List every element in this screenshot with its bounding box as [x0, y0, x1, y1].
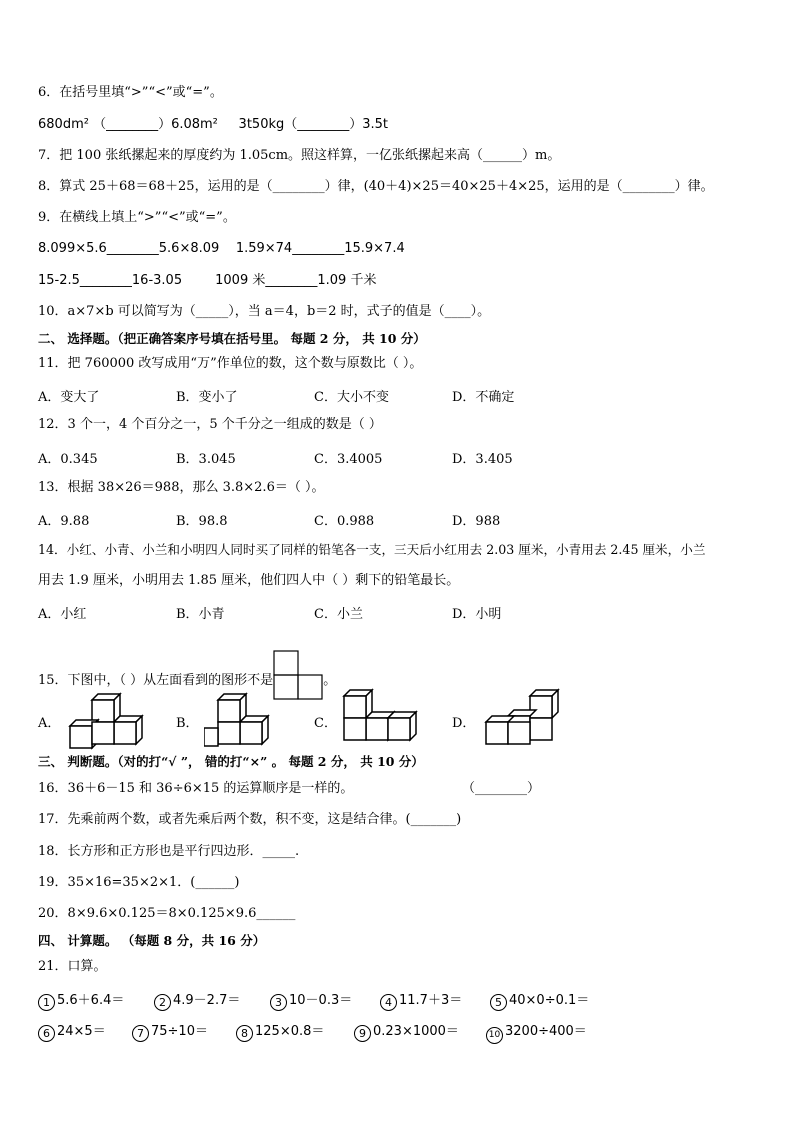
figure-b	[176, 688, 306, 750]
mental-math-item: 3 10－0.3＝	[270, 989, 352, 1011]
cube-stack-a-icon	[66, 688, 146, 750]
option-a: A．小红	[38, 607, 87, 622]
question-16-blank: （________）	[462, 781, 541, 796]
question-20: 20．8×9.6×0.125＝8×0.125×9.6______	[38, 906, 296, 921]
mental-math-row-2	[38, 1020, 774, 1038]
question-15-text: 15．下图中，（ ）从左面看到的图形不是	[38, 673, 274, 688]
option-a: A．0.345	[38, 452, 98, 467]
mental-math-item: 10 3200÷400＝	[486, 1020, 587, 1044]
question-9-line1: 8.099×5.6________5.6×8.09 1.59×74________15.9×7.4	[38, 241, 405, 256]
mental-math-item: 8 125×0.8＝	[236, 1020, 324, 1042]
mental-math-item: 6 24×5＝	[38, 1020, 106, 1042]
mental-math-item: 4 11.7＋3＝	[380, 989, 462, 1011]
question-12: 12．3 个一，4 个百分之一，5 个千分之一组成的数是（ ）	[38, 417, 382, 432]
question-13: 13．根据 38×26＝988，那么 3.8×2.6＝（ ）。	[38, 480, 325, 495]
question-16: 16．36＋6－15 和 36÷6×15 的运算顺序是一样的。	[38, 781, 354, 796]
question-14-line2: 用去 1.9 厘米，小明用去 1.85 厘米，他们四人中（ ）剩下的铅笔最长。	[38, 573, 460, 588]
mental-math-item: 5 40×0÷0.1＝	[490, 989, 589, 1011]
question-11: 11．把 760000 改写成用“万”作单位的数，这个数与原数比（ ）。	[38, 356, 423, 371]
question-11-options	[38, 386, 774, 404]
question-6-items: 680dm² （________）6.08m² 3t50kg（________）3.5t	[38, 117, 389, 132]
option-a: A．9.88	[38, 514, 90, 529]
cube-stack-c-icon	[342, 688, 422, 750]
figure-c	[314, 688, 454, 750]
section-3-title: 三、 判断题。（对的打“√ ”， 错的打“×” 。 每题 2 分， 共 10 分）	[38, 754, 424, 769]
question-9: 9．在横线上填上“>”“<”或“=”。	[38, 210, 236, 225]
option-b: B．小青	[176, 607, 225, 622]
question-14-options	[38, 603, 774, 621]
section-2-title: 二、 选择题。（把正确答案序号填在括号里。 每题 2 分， 共 10 分）	[38, 331, 426, 346]
cube-stack-d-icon	[480, 688, 560, 750]
option-d: D．988	[452, 514, 501, 529]
question-6: 6．在括号里填“>”“<”或“=”。	[38, 85, 223, 100]
option-a: A．变大了	[38, 390, 100, 405]
section-4-title: 四、 计算题。 （每题 8 分，共 16 分）	[38, 933, 266, 948]
mental-math-item: 2 4.9－2.7＝	[154, 989, 240, 1011]
option-c: C．小兰	[314, 607, 363, 622]
figure-b-label: B．	[176, 716, 199, 731]
question-14-line1: 14．小红、小青、小兰和小明四人同时买了同样的铅笔各一支，三天后小红用去 2.03 厘米，小青用去 2.45 厘米，小兰	[38, 542, 706, 557]
option-b: B．变小了	[176, 390, 238, 405]
figure-d-label: D．	[452, 716, 476, 731]
option-b: B．3.045	[176, 452, 236, 467]
cube-stack-b-icon	[204, 688, 284, 750]
question-17: 17．先乘前两个数，或者先乘后两个数，积不变，这是结合律。(_______)	[38, 812, 462, 827]
question-15-figures	[38, 688, 598, 750]
figure-c-label: C．	[314, 716, 337, 731]
option-c: C．大小不变	[314, 390, 389, 405]
mental-math-row-1	[38, 989, 774, 1007]
question-15-end: 。	[323, 673, 337, 688]
question-10: 10．a×7×b 可以简写为（_____），当 a＝4，b＝2 时，式子的值是（____）。	[38, 304, 491, 319]
figure-a-label: A．	[38, 716, 61, 731]
option-c: C．0.988	[314, 514, 375, 529]
option-d: D．不确定	[452, 390, 515, 405]
question-13-options	[38, 510, 774, 528]
question-9-line2: 15-2.5________16-3.05 1009 米________1.09 千米	[38, 273, 377, 288]
question-19: 19．35×16=35×2×1．(______)	[38, 875, 240, 890]
question-12-options	[38, 448, 774, 466]
mental-math-item: 1 5.6＋6.4＝	[38, 989, 124, 1011]
question-7: 7．把 100 张纸摞起来的厚度约为 1.05cm。照这样算，一亿张纸摞起来高（______）m。	[38, 148, 561, 163]
question-18: 18．长方形和正方形也是平行四边形．_____.	[38, 844, 300, 859]
option-c: C．3.4005	[314, 452, 383, 467]
mental-math-item: 7 75÷10＝	[132, 1020, 208, 1042]
option-b: B．98.8	[176, 514, 228, 529]
question-21: 21．口算。	[38, 959, 107, 974]
mental-math-item: 9 0.23×1000＝	[354, 1020, 459, 1042]
option-d: D．小明	[452, 607, 502, 622]
question-8: 8．算式 25＋68＝68＋25，运用的是（________）律，(40＋4)×25＝40×25＋4×25，运用的是（________）律。	[38, 179, 714, 194]
figure-d	[452, 688, 598, 750]
figure-a	[38, 688, 168, 750]
option-d: D．3.405	[452, 452, 513, 467]
